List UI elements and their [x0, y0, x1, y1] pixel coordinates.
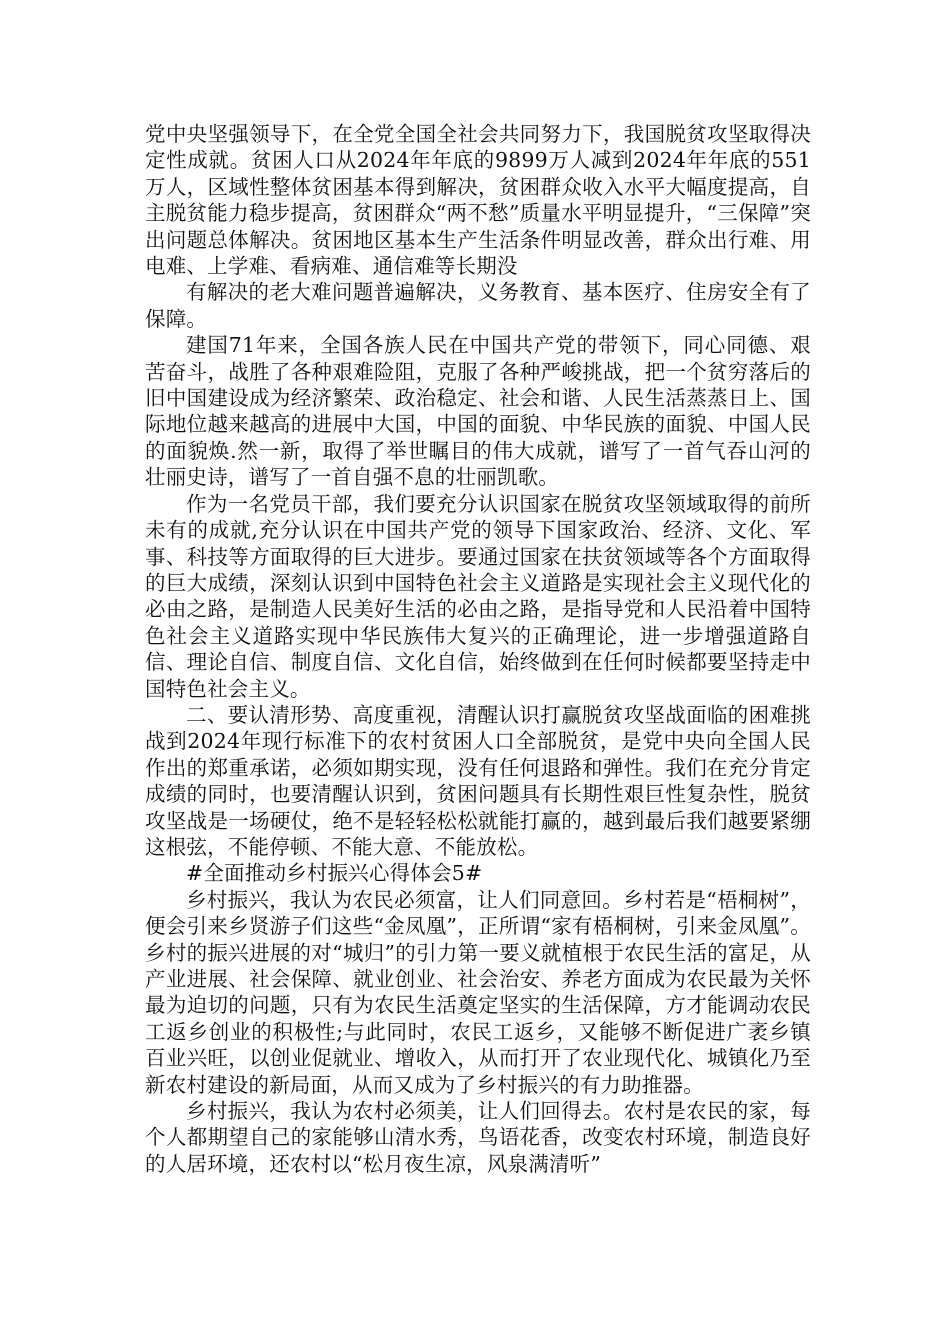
paragraph-6: 乡村振兴，我认为农民必须富，让人们同意回。乡村若是“梧桐树”，便会引来乡贤游子们这些“金凤凰”，正所谓“家有梧桐树，引来金凤凰”。乡村的振兴进展的对“城归”的引力第一要义就植根于农民生活的富足，从产业进展、社会保障、就业创业、社会治安、养老方面成为农民最为关怀最为迫切的问题，只有为农民生活奠定坚实的生活保障，方才能调动农民工返乡创业的积极性;与此同时，农民工返乡，又能够不断促进广袤乡镇百业兴旺，以创业促就业、增收入，从而打开了农业现代化、城镇化乃至新农村建设的新局面，从而又成为了乡村振兴的有力助推器。 [145, 887, 811, 1097]
paragraph-3: 建国71年来，全国各族人民在中国共产党的带领下，同心同德、艰苦奋斗，战胜了各种艰难险阻，克服了各种严峻挑战，把一个贫穷落后的旧中国建设成为经济繁荣、政治稳定、社会和谐、人民生活蒸蒸日上、国际地位越来越高的进展中大国，中国的面貌、中华民族的面貌、中国人民的面貌焕.然一新，取得了举世瞩目的伟大成就，谱写了一首气吞山河的壮丽史诗，谱写了一首自强不息的壮丽凯歌。 [145, 333, 811, 490]
section-heading: #全面推动乡村振兴心得体会5# [186, 861, 483, 886]
paragraph-4: 作为一名党员干部，我们要充分认识国家在脱贫攻坚领域取得的前所未有的成就,充分认识在中国共产党的领导下国家政治、经济、文化、军事、科技等方面取得的巨大进步。要通过国家在扶贫领域等各个方面取得的巨大成绩，深刻认识到中国特色社会主义道路是实现社会主义现代化的必由之路，是制造人民美好生活的必由之路，是指导党和人民沿着中国特色社会主义道路实现中华民族伟大复兴的正确理论，进一步增强道路自信、理论自信、制度自信、文化自信，始终做到在任何时候都要坚持走中国特色社会主义。 [145, 491, 811, 701]
document-page [145, 121, 811, 1177]
paragraph-7: 乡村振兴，我认为农村必须美，让人们回得去。农村是农民的家，每个人都期望自己的家能够山清水秀，鸟语花香，改变农村环境，制造良好的人居环境，还农村以“松月夜生凉，风泉满清听” [145, 1099, 811, 1176]
paragraph-5: 二、要认清形势、高度重视，清醒认识打赢脱贫攻坚战面临的困难挑战到2024年现行标准下的农村贫困人口全部脱贫，是党中央向全国人民作出的郑重承诺，必须如期实现，没有任何退路和弹性。我们在充分肯定成绩的同时，也要清醒认识到，贫困问题具有长期性艰巨性复杂性，脱贫攻坚战是一场硬仗，绝不是轻轻松松就能打赢的，越到最后我们越要紧绷这根弦，不能停顿、不能大意、不能放松。 [145, 702, 811, 859]
paragraph-2: 有解决的老大难问题普遍解决，义务教育、基本医疗、住房安全有了保障。 [145, 280, 811, 331]
paragraph-1: 党中央坚强领导下，在全党全国全社会共同努力下，我国脱贫攻坚取得决定性成就。贫困人口从2024年年底的9899万人减到2024年年底的551万人，区域性整体贫困基本得到解决，贫困群众收入水平大幅度提高，自主脱贫能力稳步提高，贫困群众“两不愁”质量水平明显提升，“三保障”突出问题总体解决。贫困地区基本生产生活条件明显改善，群众出行难、用电难、上学难、看病难、通信难等长期没 [145, 122, 811, 279]
